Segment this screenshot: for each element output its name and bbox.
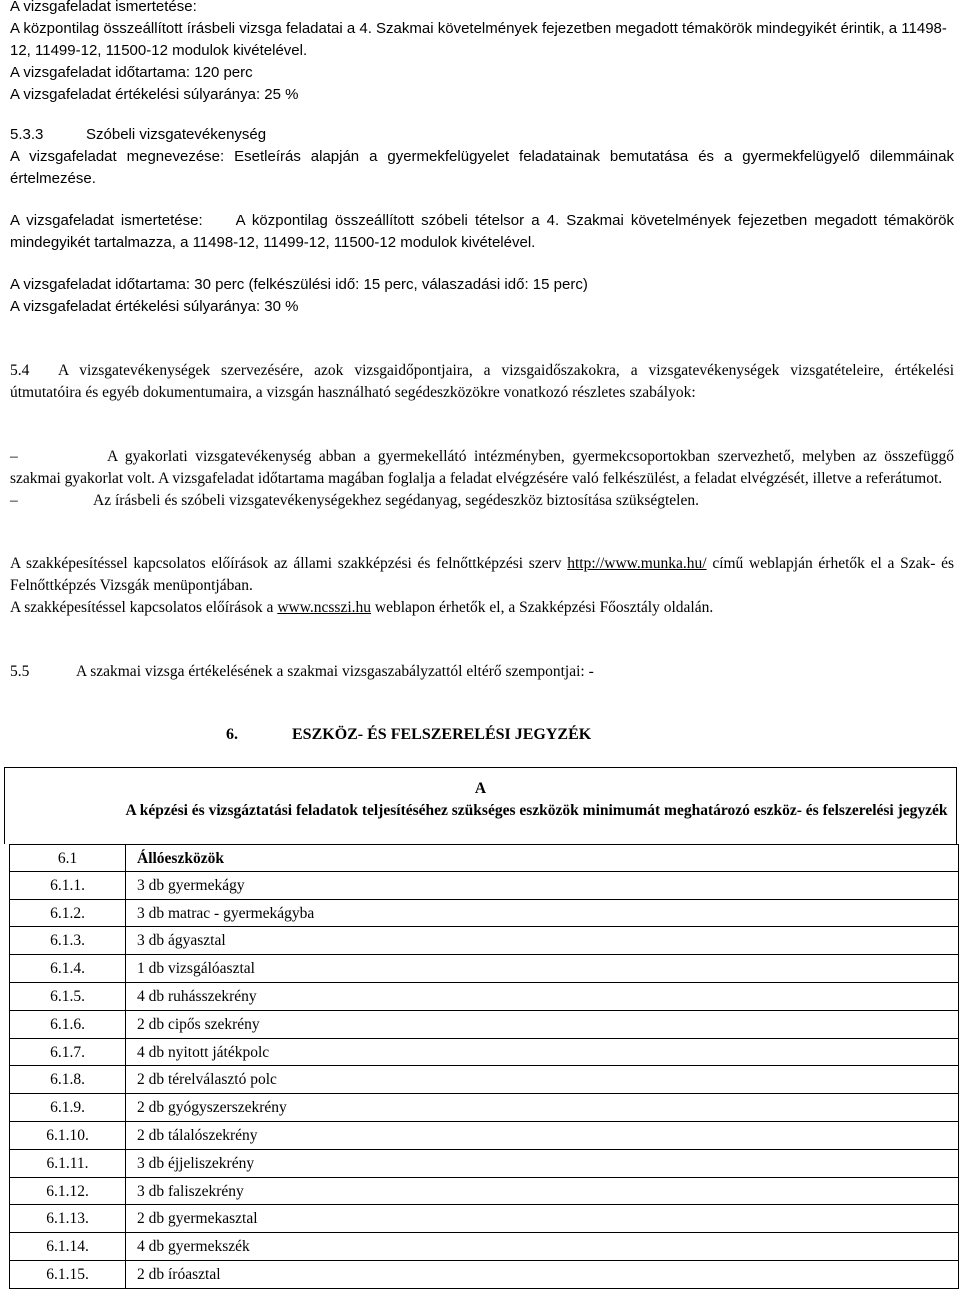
row-text: 2 db gyermekasztal	[137, 1210, 258, 1228]
row-code: 6.1.1.	[10, 872, 126, 899]
row-text: 3 db gyermekágy	[137, 876, 245, 894]
row-code: 6.1.10.	[10, 1122, 126, 1149]
section-5-4	[10, 360, 954, 404]
row-text: 4 db nyitott játékpolc	[137, 1043, 270, 1061]
table-row	[9, 1066, 959, 1094]
task-name: A vizsgafeladat megnevezése: Esetleírás alapján a gyermekfelügyelet feladatainak bemutatása és a gyermekfelügyelő dilemmáinak értelmezése.	[10, 148, 954, 187]
section-6-heading	[226, 724, 591, 746]
dash-marker: –	[10, 492, 18, 509]
section-5-3-3-heading	[10, 124, 954, 146]
section-5-5-text: A szakmai vizsga értékelésének a szakmai vizsgaszabályzattól eltérő szempontjai: -	[76, 663, 594, 680]
table-row	[9, 955, 959, 983]
table-row	[9, 983, 959, 1011]
row-text: 3 db éjjeliszekrény	[137, 1154, 255, 1172]
row-code: 6.1	[10, 845, 126, 871]
row-code: 6.1.8.	[10, 1066, 126, 1093]
ncsszi-link[interactable]: www.ncsszi.hu	[277, 599, 372, 616]
table-row	[9, 1094, 959, 1122]
row-text: 4 db ruhásszekrény	[137, 987, 257, 1005]
row-code: 6.1.2.	[10, 900, 126, 927]
section-5-4-text: A vizsgatevékenységek szervezésére, azok vizsgaidőpontjaira, a vizsgaidőszakokra, a vizsgatevékenységek vizsgatételeire, értékelési útmutatóira és egyéb dokumentumaira, a vizsgán használható segédeszközökre vonatkozó részletes szabályok:	[10, 362, 954, 401]
list-item	[10, 446, 954, 490]
section-number: 5.5	[10, 663, 30, 680]
table-row	[9, 1011, 959, 1039]
row-code: 6.1.5.	[10, 983, 126, 1010]
row-text: 2 db tálalószekrény	[137, 1126, 258, 1144]
intro-label: A vizsgafeladat ismertetése:	[10, 0, 197, 15]
rule-item-2: Az írásbeli és szóbeli vizsgatevékenységekhez segédanyag, segédeszköz biztosítása szükségtelen.	[93, 492, 699, 509]
intro-text: A központilag összeállított írásbeli vizsga feladatai a 4. Szakmai követelmények fejezetben megadott témakörök mindegyikét érintik, a 11498-12, 11499-12, 11500-12 modulok kivételével.	[10, 20, 947, 59]
row-text: 4 db gyermekszék	[137, 1238, 250, 1256]
section-number: 5.3.3	[10, 126, 44, 143]
row-code: 6.1.11.	[10, 1150, 126, 1177]
table-title: A képzési és vizsgáztatási feladatok teljesítéséhez szükséges eszközök minimumát meghatározó eszköz- és felszerelési jegyzék	[125, 802, 948, 819]
regulation-text-1b: című weblapján érhetők el a Szak- és Felnőttképzés Vizsgák menüpontjában.	[10, 555, 955, 594]
intro-duration: A vizsgafeladat időtartama: 120 perc	[10, 64, 253, 81]
row-code: 6.1.12.	[10, 1178, 126, 1205]
section-number: 5.4	[10, 362, 30, 379]
row-text: 1 db vizsgálóasztal	[137, 960, 255, 978]
table-row	[9, 1178, 959, 1206]
row-text: 3 db faliszekrény	[137, 1182, 244, 1200]
section-5-3-3	[10, 124, 954, 190]
regulation-text-2b: weblapon érhetők el, a Szakképzési Főosztály oldalán.	[374, 599, 714, 616]
oral-weight: A vizsgafeladat értékelési súlyaránya: 30 %	[10, 298, 299, 315]
equipment-table-header	[4, 767, 957, 844]
section-number: 6.	[226, 726, 238, 743]
task-description	[10, 210, 954, 254]
oral-duration: A vizsgafeladat időtartama: 30 perc (felkészülési idő: 15 perc, válaszadási idő: 15 perc)	[10, 276, 588, 293]
table-row	[9, 1261, 959, 1289]
row-text: 3 db matrac - gyermekágyba	[137, 904, 315, 922]
regulation-text-2a: A szakképesítéssel kapcsolatos előírások a	[10, 599, 274, 616]
oral-task-meta	[10, 274, 954, 318]
table-row	[9, 1150, 959, 1178]
table-row	[9, 872, 959, 900]
regulation-paragraphs	[10, 553, 954, 619]
row-code: 6.1.4.	[10, 955, 126, 982]
row-code: 6.1.3.	[10, 927, 126, 954]
table-row	[9, 1233, 959, 1261]
section-5-5	[10, 661, 954, 683]
rule-list	[10, 446, 954, 512]
row-code: 6.1.9.	[10, 1094, 126, 1121]
intro-weight: A vizsgafeladat értékelési súlyaránya: 25 %	[10, 86, 299, 103]
table-row	[9, 1122, 959, 1150]
task-description-label: A vizsgafeladat ismertetése:	[10, 212, 203, 229]
table-row	[9, 844, 959, 872]
regulation-text-1a: A szakképesítéssel kapcsolatos előírások az állami szakképzési és felnőttképzési szerv	[10, 555, 562, 572]
equipment-table	[9, 844, 959, 1289]
task-description-text: A központilag összeállított szóbeli tételsor a 4. Szakmai követelmények fejezetben megadott témakörök mindegyikét tartalmazza, a 11498-12, 11499-12, 11500-12 modulok kivételével.	[10, 212, 955, 251]
table-row	[9, 1039, 959, 1067]
column-letter: A	[474, 780, 487, 797]
dash-marker: –	[10, 448, 18, 465]
row-code: 6.1.14.	[10, 1233, 126, 1260]
table-row	[9, 1205, 959, 1233]
row-text: 2 db cipős szekrény	[137, 1015, 260, 1033]
row-text: Állóeszközök	[137, 850, 224, 867]
row-code: 6.1.13.	[10, 1205, 126, 1232]
munka-link[interactable]: http://www.munka.hu/	[567, 555, 707, 572]
section-title: Szóbeli vizsgatevékenység	[86, 126, 267, 143]
table-row	[9, 900, 959, 928]
row-code: 6.1.7.	[10, 1039, 126, 1066]
row-text: 3 db ágyasztal	[137, 932, 226, 950]
intro-section	[10, 0, 954, 106]
row-text: 2 db íróasztal	[137, 1265, 221, 1283]
rule-item-1: A gyakorlati vizsgatevékenység abban a gyermekellátó intézményben, gyermekcsoportokban szervezhető, melyben az összefüggő szakmai gyakorlat volt. A vizsgafeladat időtartama magában foglalja a feladat elvégzésére való felkészülést, a feladat elvégzését, illetve a referátumot.	[10, 448, 954, 487]
row-code: 6.1.6.	[10, 1011, 126, 1038]
row-text: 2 db térelválasztó polc	[137, 1071, 277, 1089]
table-row	[9, 927, 959, 955]
list-item	[10, 490, 954, 512]
row-code: 6.1.15.	[10, 1261, 126, 1288]
section-6-title: ESZKÖZ- ÉS FELSZERELÉSI JEGYZÉK	[292, 726, 592, 743]
row-text: 2 db gyógyszerszekrény	[137, 1099, 287, 1117]
